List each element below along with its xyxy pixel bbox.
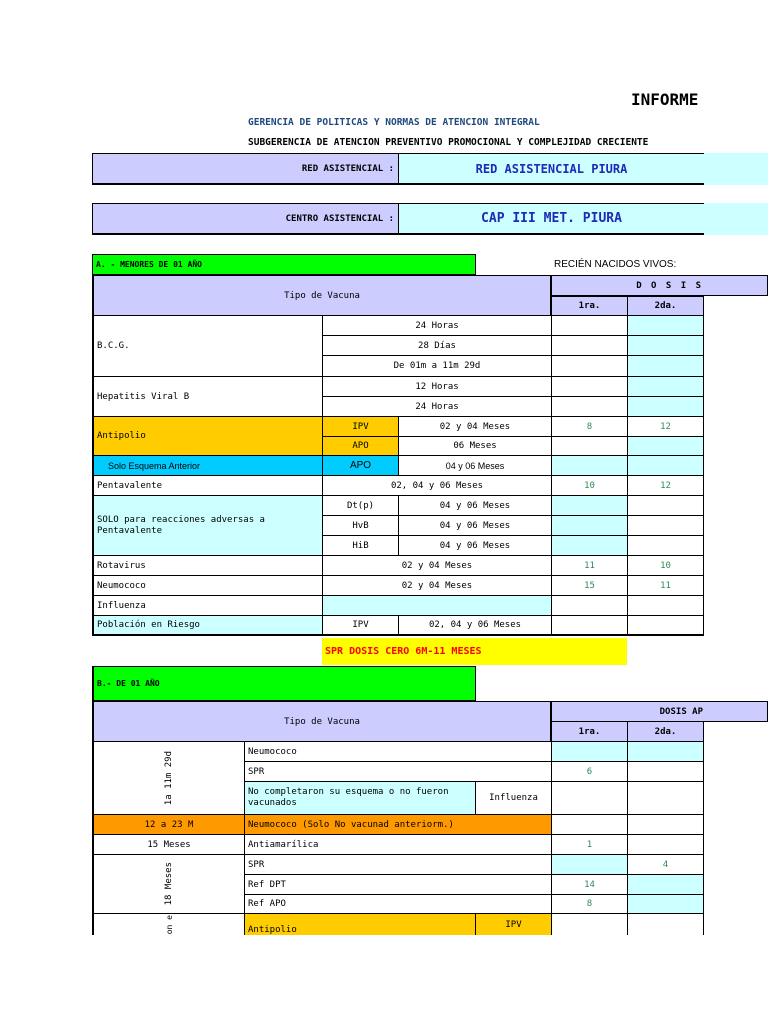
bcg-2da-cell-2[interactable] xyxy=(627,335,704,356)
b-antipolio-label: Antipolio xyxy=(244,913,476,935)
hib-label: HiB xyxy=(322,535,399,556)
centro-label: CENTRO ASISTENCIAL : xyxy=(92,203,398,235)
b-tipo-vacuna-header: Tipo de Vacuna xyxy=(92,701,551,742)
antiamarilica-2da[interactable] xyxy=(627,834,704,855)
dtp-2da[interactable] xyxy=(627,495,704,516)
hvb-2da[interactable] xyxy=(627,515,704,536)
hib-1ra[interactable] xyxy=(551,535,628,556)
b-spr-1ra[interactable]: 6 xyxy=(551,761,628,782)
neumococo-no-vacunad-label: Neumococo (Solo No vacunad anteriorm.) xyxy=(244,814,552,835)
bcg-label: B.C.G. xyxy=(92,315,323,377)
bcg-01m-11m: De 01m a 11m 29d xyxy=(322,355,552,377)
pob-age: 02, 04 y 06 Meses xyxy=(398,615,552,636)
hepatitis-label: Hepatitis Viral B xyxy=(92,376,323,417)
hep-1ra-1[interactable] xyxy=(551,376,628,397)
header-line-2: SUBGERENCIA DE ATENCION PREVENTIVO PROMOCIONAL Y COMPLEJIDAD CRECIENTE xyxy=(248,137,649,148)
influenza-label: Influenza xyxy=(92,595,323,616)
ref-apo-1ra[interactable]: 8 xyxy=(551,894,628,914)
b-influenza-2da[interactable] xyxy=(627,781,704,815)
b-neumococo-label: Neumococo xyxy=(244,741,552,762)
apo-label: APO xyxy=(322,436,399,456)
antipolio-label: Antipolio xyxy=(92,416,323,456)
penta-2da[interactable]: 12 xyxy=(627,475,704,496)
ipv-label: IPV xyxy=(322,416,399,437)
ref-dpt-label: Ref DPT xyxy=(244,874,552,895)
col-1ra: 1ra. xyxy=(551,296,628,316)
b-col-2da: 2da. xyxy=(627,721,704,742)
hep-24h: 24 Horas xyxy=(322,396,552,417)
influenza-age[interactable] xyxy=(322,595,552,616)
solo-esquema-label: Solo Esquema Anterior xyxy=(92,455,323,476)
rota-age: 02 y 04 Meses xyxy=(322,555,552,576)
influenza-2da[interactable] xyxy=(627,595,704,616)
neumo-no-2da[interactable] xyxy=(627,814,704,835)
hib-age: 04 y 06 Meses xyxy=(398,535,552,556)
pentavalente-label: Pentavalente xyxy=(92,475,323,496)
rotavirus-label: Rotavirus xyxy=(92,555,323,576)
ref-dpt-1ra[interactable]: 14 xyxy=(551,874,628,895)
antiamarilica-1ra[interactable]: 1 xyxy=(551,834,628,855)
hep-2da-1[interactable] xyxy=(627,376,704,397)
centro-value-overflow xyxy=(704,203,768,235)
dtp-age: 04 y 06 Meses xyxy=(398,495,552,516)
neumo-age: 02 y 04 Meses xyxy=(322,575,552,596)
hib-2da[interactable] xyxy=(627,535,704,556)
pob-1ra[interactable] xyxy=(551,615,628,636)
header-line-1: GERENCIA DE POLITICAS Y NORMAS DE ATENCION INTEGRAL xyxy=(248,117,540,128)
b-ipv-2da[interactable] xyxy=(627,913,704,935)
solo-apo: APO xyxy=(322,455,399,476)
red-value-overflow xyxy=(704,153,768,185)
b-neumo-1ra[interactable] xyxy=(551,741,628,762)
centro-value: CAP III MET. PIURA xyxy=(398,203,704,235)
pob-ipv: IPV xyxy=(322,615,399,636)
age-18-meses: 18 Meses xyxy=(92,854,245,914)
b-neumo-2da[interactable] xyxy=(627,741,704,762)
solo-age: 04 y 06 Meses xyxy=(398,455,552,476)
hvb-1ra[interactable] xyxy=(551,515,628,536)
age-last-group: on e xyxy=(92,913,245,935)
apo-age: 06 Meses xyxy=(398,436,552,456)
hep-2da-2[interactable] xyxy=(627,396,704,417)
b-spr18-label: SPR xyxy=(244,854,552,875)
pob-2da[interactable] xyxy=(627,615,704,636)
rota-2da[interactable]: 10 xyxy=(627,555,704,576)
col-2da: 2da. xyxy=(627,296,704,316)
b-ipv-1ra[interactable] xyxy=(551,913,628,935)
recien-nacidos-label: RECIÉN NACIDOS VIVOS: xyxy=(554,259,677,270)
ipv-2da[interactable]: 12 xyxy=(627,416,704,437)
reacciones-label: SOLO para reacciones adversas a Pentavalente xyxy=(92,495,323,556)
neumo-no-1ra[interactable] xyxy=(551,814,628,835)
age-15-meses: 15 Meses xyxy=(92,834,245,855)
hep-1ra-2[interactable] xyxy=(551,396,628,417)
dtp-1ra[interactable] xyxy=(551,495,628,516)
bcg-1ra-cell-3[interactable] xyxy=(551,355,628,377)
report-title: INFORME xyxy=(631,90,699,109)
b-spr-label: SPR xyxy=(244,761,552,782)
neumo-2da[interactable]: 11 xyxy=(627,575,704,596)
bcg-1ra-cell-2[interactable] xyxy=(551,335,628,356)
antiamarilica-label: Antiamarílica xyxy=(244,834,552,855)
ref-dpt-2da[interactable] xyxy=(627,874,704,895)
b-col-1ra: 1ra. xyxy=(551,721,628,742)
bcg-24h: 24 Horas xyxy=(322,315,552,336)
ref-apo-label: Ref APO xyxy=(244,894,552,914)
neumococo-label: Neumococo xyxy=(92,575,323,596)
red-label: RED ASISTENCIAL : xyxy=(92,153,398,185)
bcg-2da-cell-3[interactable] xyxy=(627,355,704,377)
b-spr-2da[interactable] xyxy=(627,761,704,782)
b-influenza-label: Influenza xyxy=(475,781,552,815)
penta-age: 02, 04 y 06 Meses xyxy=(322,475,552,496)
rota-1ra[interactable]: 11 xyxy=(551,555,628,576)
section-a-title: A. - MENORES DE 01 AÑO xyxy=(92,254,476,275)
influenza-1ra[interactable] xyxy=(551,595,628,616)
red-value: RED ASISTENCIAL PIURA xyxy=(398,153,704,185)
bcg-2da-cell[interactable] xyxy=(627,315,704,336)
solo-2da[interactable] xyxy=(627,455,704,476)
no-completaron-label: No completaron su esquema o no fueron vacunados xyxy=(244,781,476,815)
apo-1ra[interactable] xyxy=(551,436,628,456)
section-b-title: B.- DE 01 AÑO xyxy=(92,666,476,701)
apo-2da[interactable] xyxy=(627,436,704,456)
hvb-age: 04 y 06 Meses xyxy=(398,515,552,536)
spr-dosis-cero-banner: SPR DOSIS CERO 6M-11 MESES xyxy=(322,638,627,665)
poblacion-riesgo-label: Población en Riesgo xyxy=(92,615,323,636)
tipo-vacuna-header: Tipo de Vacuna xyxy=(92,275,551,316)
b-dosis-header: DOSIS AP xyxy=(551,701,768,722)
neumo-1ra[interactable]: 15 xyxy=(551,575,628,596)
b-ipv-label: IPV xyxy=(475,913,552,935)
spr18-2da[interactable]: 4 xyxy=(627,854,704,875)
dosis-header: D O S I S xyxy=(551,275,768,296)
spr18-1ra[interactable] xyxy=(551,854,628,875)
ref-apo-2da[interactable] xyxy=(627,894,704,914)
bcg-28d: 28 Días xyxy=(322,335,552,356)
age-1a-11m-29d: 1a 11m 29d xyxy=(92,741,245,815)
hvb-label: HvB xyxy=(322,515,399,536)
solo-1ra[interactable] xyxy=(551,455,628,476)
hep-12h: 12 Horas xyxy=(322,376,552,397)
b-influenza-1ra[interactable] xyxy=(551,781,628,815)
bcg-1ra-cell[interactable] xyxy=(551,315,628,336)
ipv-age: 02 y 04 Meses xyxy=(398,416,552,437)
ipv-1ra[interactable]: 8 xyxy=(551,416,628,437)
penta-1ra[interactable]: 10 xyxy=(551,475,628,496)
dtp-label: Dt(p) xyxy=(322,495,399,516)
age-12-23m: 12 a 23 M xyxy=(92,814,245,835)
